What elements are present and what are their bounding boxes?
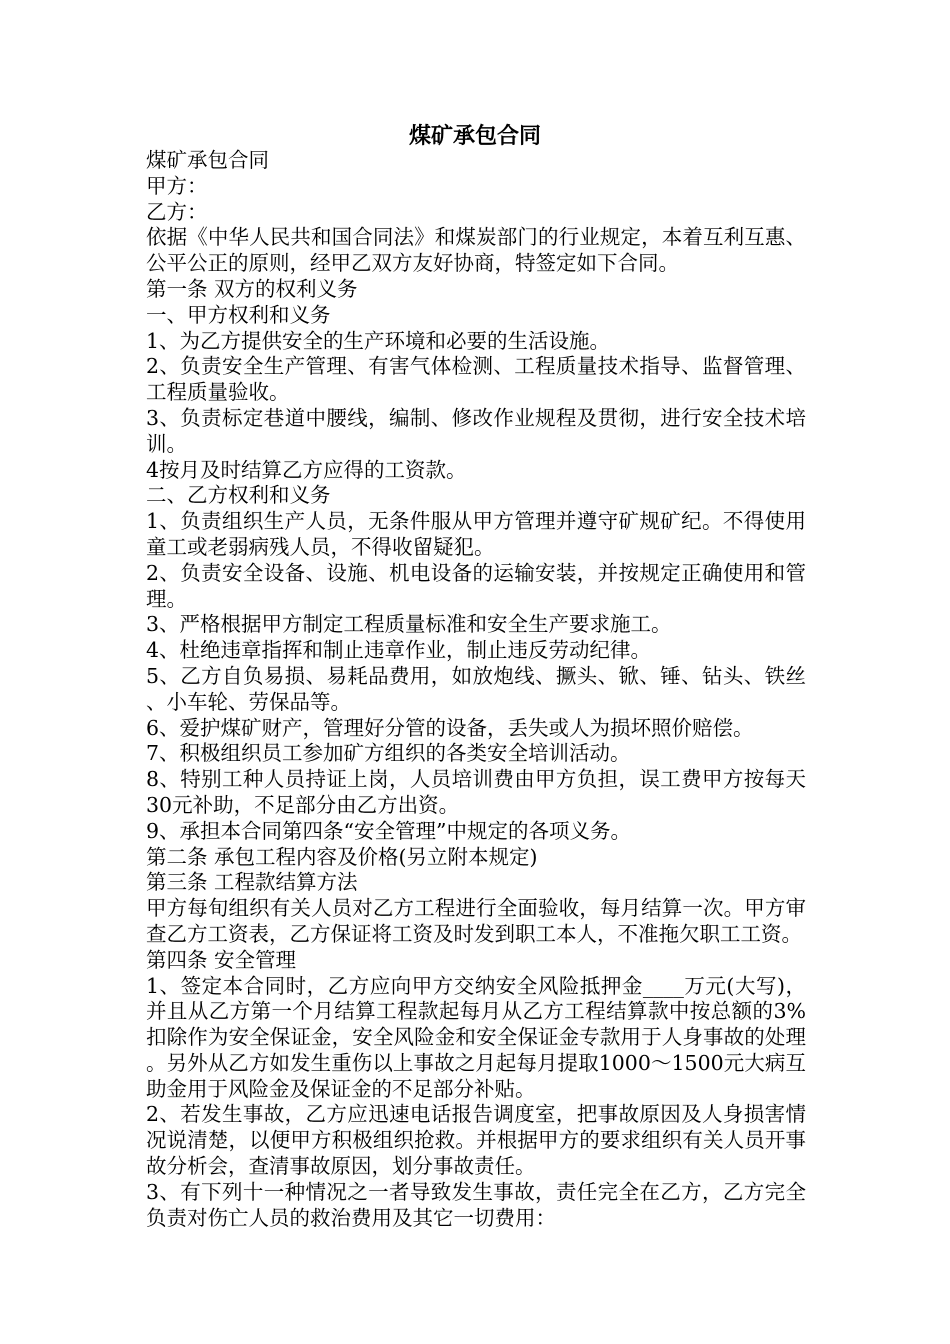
paragraph: 3、有下列十一种情况之一者导致发生事故，责任完全在乙方，乙方完全负责对伤亡人员的救治费用及其它一切费用：	[146, 1179, 806, 1230]
paragraph: 7、积极组织员工参加矿方组织的各类安全培训活动。	[146, 741, 631, 766]
paragraph: 3、负责标定巷道中腰线，编制、修改作业规程及贯彻，进行安全技术培训。	[146, 405, 806, 456]
paragraph: 1、签定本合同时，乙方应向甲方交纳安全风险抵押金____万元(大写)，并且从乙方第一个月结算工程款起每月从乙方工程结算款中按总额的3%扣除作为安全保证金，安全风险金和安全保证金专款用于人身事故的处理。另外从乙方如发生重伤以上事故之月起每月提取1000～1500元大病互助金用于风险金及保证金的不足部分补贴。	[146, 973, 806, 1101]
paragraph: 4按月及时结算乙方应得的工资款。	[146, 457, 467, 482]
paragraph: 2、若发生事故，乙方应迅速电话报告调度室，把事故原因及人身损害情况说清楚，以便甲方积极组织抢救。并根据甲方的要求组织有关人员开事故分析会，查清事故原因，划分事故责任。	[146, 1102, 806, 1179]
paragraph: 第四条 安全管理	[146, 947, 297, 972]
paragraph: 依据《中华人民共和国合同法》和煤炭部门的行业规定，本着互利互惠、公平公正的原则，经甲乙双方友好协商，特签定如下合同。	[146, 225, 806, 276]
paragraph: 9、承担本合同第四条“安全管理”中规定的各项义务。	[146, 818, 632, 843]
paragraph: 二、乙方权利和义务	[146, 483, 331, 508]
paragraph: 第一条 双方的权利义务	[146, 276, 358, 301]
paragraph: 第三条 工程款结算方法	[146, 870, 358, 895]
paragraph: 6、爱护煤矿财产，管理好分管的设备，丢失或人为损坏照价赔偿。	[146, 715, 754, 740]
paragraph: 甲方：	[146, 173, 208, 198]
paragraph: 2、负责安全生产管理、有害气体检测、工程质量技术指导、监督管理、工程质量验收。	[146, 354, 806, 405]
paragraph: 4、杜绝违章指挥和制止违章作业，制止违反劳动纪律。	[146, 638, 652, 663]
paragraph: 1、为乙方提供安全的生产环境和必要的生活设施。	[146, 328, 611, 353]
paragraph: 8、特别工种人员持证上岗，人员培训费由甲方负担，误工费甲方按每天30元补助，不足部分由乙方出资。	[146, 767, 806, 817]
paragraph: 5、乙方自负易损、易耗品费用，如放炮线、撅头、锨、锤、钻头、铁丝、小车轮、劳保品等。	[146, 663, 806, 714]
paragraph: 甲方每旬组织有关人员对乙方工程进行全面验收，每月结算一次。甲方审查乙方工资表，乙方保证将工资及时发到职工本人，不准拖欠职工工资。	[146, 896, 806, 946]
document-title: 煤矿承包合同	[408, 123, 541, 149]
document-body	[146, 148, 806, 1231]
paragraph: 第二条 承包工程内容及价格(另立附本规定)	[146, 844, 538, 869]
paragraph: 一、甲方权利和义务	[146, 302, 331, 327]
paragraph: 乙方：	[146, 199, 208, 224]
paragraph: 2、负责安全设备、设施、机电设备的运输安装，并按规定正确使用和管理。	[146, 560, 806, 611]
paragraph: 煤矿承包合同	[146, 148, 269, 172]
paragraph: 1、负责组织生产人员，无条件服从甲方管理并遵守矿规矿纪。不得使用童工或老弱病残人员，不得收留疑犯。	[146, 509, 806, 559]
paragraph: 3、严格根据甲方制定工程质量标准和安全生产要求施工。	[146, 612, 672, 637]
